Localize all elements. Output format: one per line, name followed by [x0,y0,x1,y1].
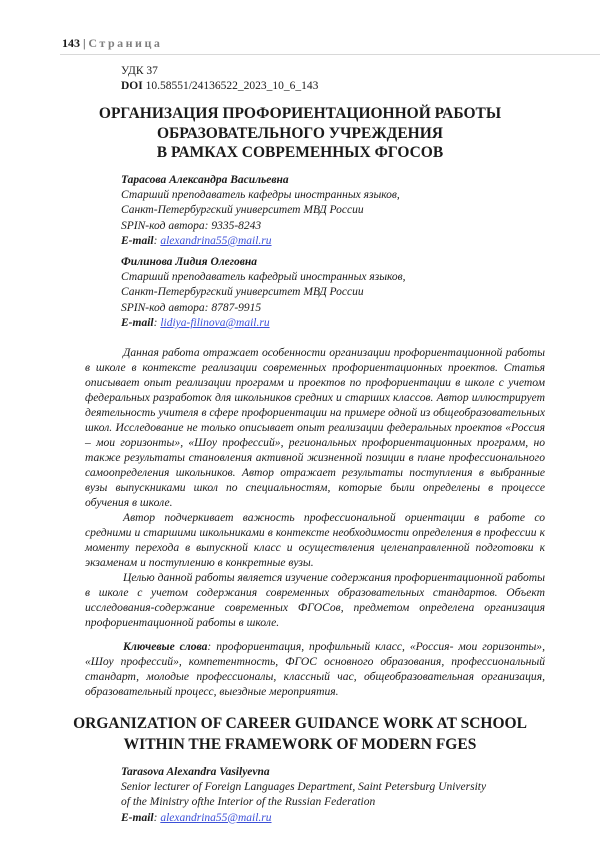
email-label: E-mail [121,812,154,824]
header-divider [60,54,600,55]
title-line: В РАМКАХ СОВРЕМЕННЫХ ФГОСОВ [60,143,540,163]
udk: УДК 37 [121,64,318,79]
abstract-paragraph: Целью данной работы является изучение содержания профориентационной работы в школе с учетом содержания современных образовательных стандартов. Объект исследования-содержание современных ФГОСов, предметом определена организация профориентационной работы в школе. [85,570,545,630]
keywords [85,639,545,699]
title-line: WITHIN THE FRAMEWORK OF MODERN FGES [60,734,540,755]
title-line: ОБРАЗОВАТЕЛЬНОГО УЧРЕЖДЕНИЯ [60,124,540,144]
email-link[interactable]: lidiya-filinova@mail.ru [160,317,269,329]
abstract-paragraph: Автор подчеркивает важность профессиональной ориентации в работе со средними и старшими школьниками в контексте необходимости определения в профессии к моменту перехода в выпускной класс и осуществления целенаправленной подготовки к экзаменам и поступлению в конкретные вузы. [85,510,545,570]
author-spin: SPIN-код автора: 9335-8243 [121,219,400,234]
abstract [85,345,545,630]
title-en [60,713,540,755]
keywords-label: Ключевые слова [123,640,207,653]
author-spin: SPIN-код автора: 8787-9915 [121,301,406,316]
doi-line [121,79,318,94]
keywords-text: : профориентация, профильный класс, «Россия- мои горизонты», «Шоу профессий», компетентность, ФГОС основного образования, профессиональный стандарт, молодые профессионалы, классный час, общеобразовательная организация, образовательный процесс, выездные мероприятия. [85,640,545,698]
author-block-en: Tarasova Alexandra Vasilyevna Senior lecturer of Foreign Languages Department, Saint Petersburg University of the Ministry ofthe Interior of the Russian Federation E-mail: alexandrina55@mail.ru [121,765,600,826]
author-name: Tarasova Alexandra Vasilyevna [121,765,600,780]
page-header [62,36,162,51]
author-affiliation: Санкт-Петербургский университет МВД России [121,285,406,300]
author-block: Филинова Лидия Олеговна Старший преподаватель кафедрый иностранных языков, Санкт-Петербургский университет МВД России SPIN-код автора: 8787-9915 E-mail: lidiya-filinova@mail.ru [121,255,406,331]
email-label: E-mail [121,317,154,329]
author-position: Senior lecturer of Foreign Languages Department, Saint Petersburg University [121,780,600,795]
title-line: ОРГАНИЗАЦИЯ ПРОФОРИЕНТАЦИОННОЙ РАБОТЫ [60,104,540,124]
author-position: Старший преподаватель кафедры иностранных языков, [121,188,400,203]
author-block: Тарасова Александра Васильевна Старший преподаватель кафедры иностранных языков, Санкт-Петербургский университет МВД России SPIN-код автора: 9335-8243 E-mail: alexandrina55@mail.ru [121,173,400,249]
abstract-paragraph: Данная работа отражает особенности организации профориентационной работы в школе в контексте реализации современных профориентационных проектов. Статья описывает опыт реализации программ и проектов по профориентации в школе с учетом федеральных разработок для школьников средних и старших классов. Автор иллюстрирует деятельность учителя в сфере профориентации на примере одной из общеобразовательных школ. Исследование не только описывает опыт реализации федеральных проектов «Россия – мои горизонты», «Шоу профессий», региональных профориентационных программ, но также результаты становления активной жизненной позиции в плане профессионального самоопределения школьников. Автор отражает результаты поступления в выбранные вузы выпускниками школ по специальностям, которые были определены в процессе обучения в школе. [85,345,545,510]
article-meta [121,64,318,94]
title-line: ORGANIZATION OF CAREER GUIDANCE WORK AT SCHOOL [60,713,540,734]
email-label: E-mail [121,235,154,247]
author-affiliation: Санкт-Петербургский университет МВД России [121,203,400,218]
article-body [0,345,600,836]
email-link[interactable]: alexandrina55@mail.ru [160,235,271,247]
author-name: Тарасова Александра Васильевна [121,173,400,188]
doi-label: DOI [121,80,143,92]
doi: 10.58551/24136522_2023_10_6_143 [146,80,319,92]
author-affiliation: of the Ministry ofthe Interior of the Russian Federation [121,795,600,810]
title-ru [60,104,540,163]
author-position: Старший преподаватель кафедрый иностранных языков, [121,270,406,285]
page-number: 143 [62,36,80,50]
page-label: Страница [88,36,162,50]
header-separator: | [80,36,88,50]
email-link[interactable]: alexandrina55@mail.ru [160,812,271,824]
author-name: Филинова Лидия Олеговна [121,255,406,270]
